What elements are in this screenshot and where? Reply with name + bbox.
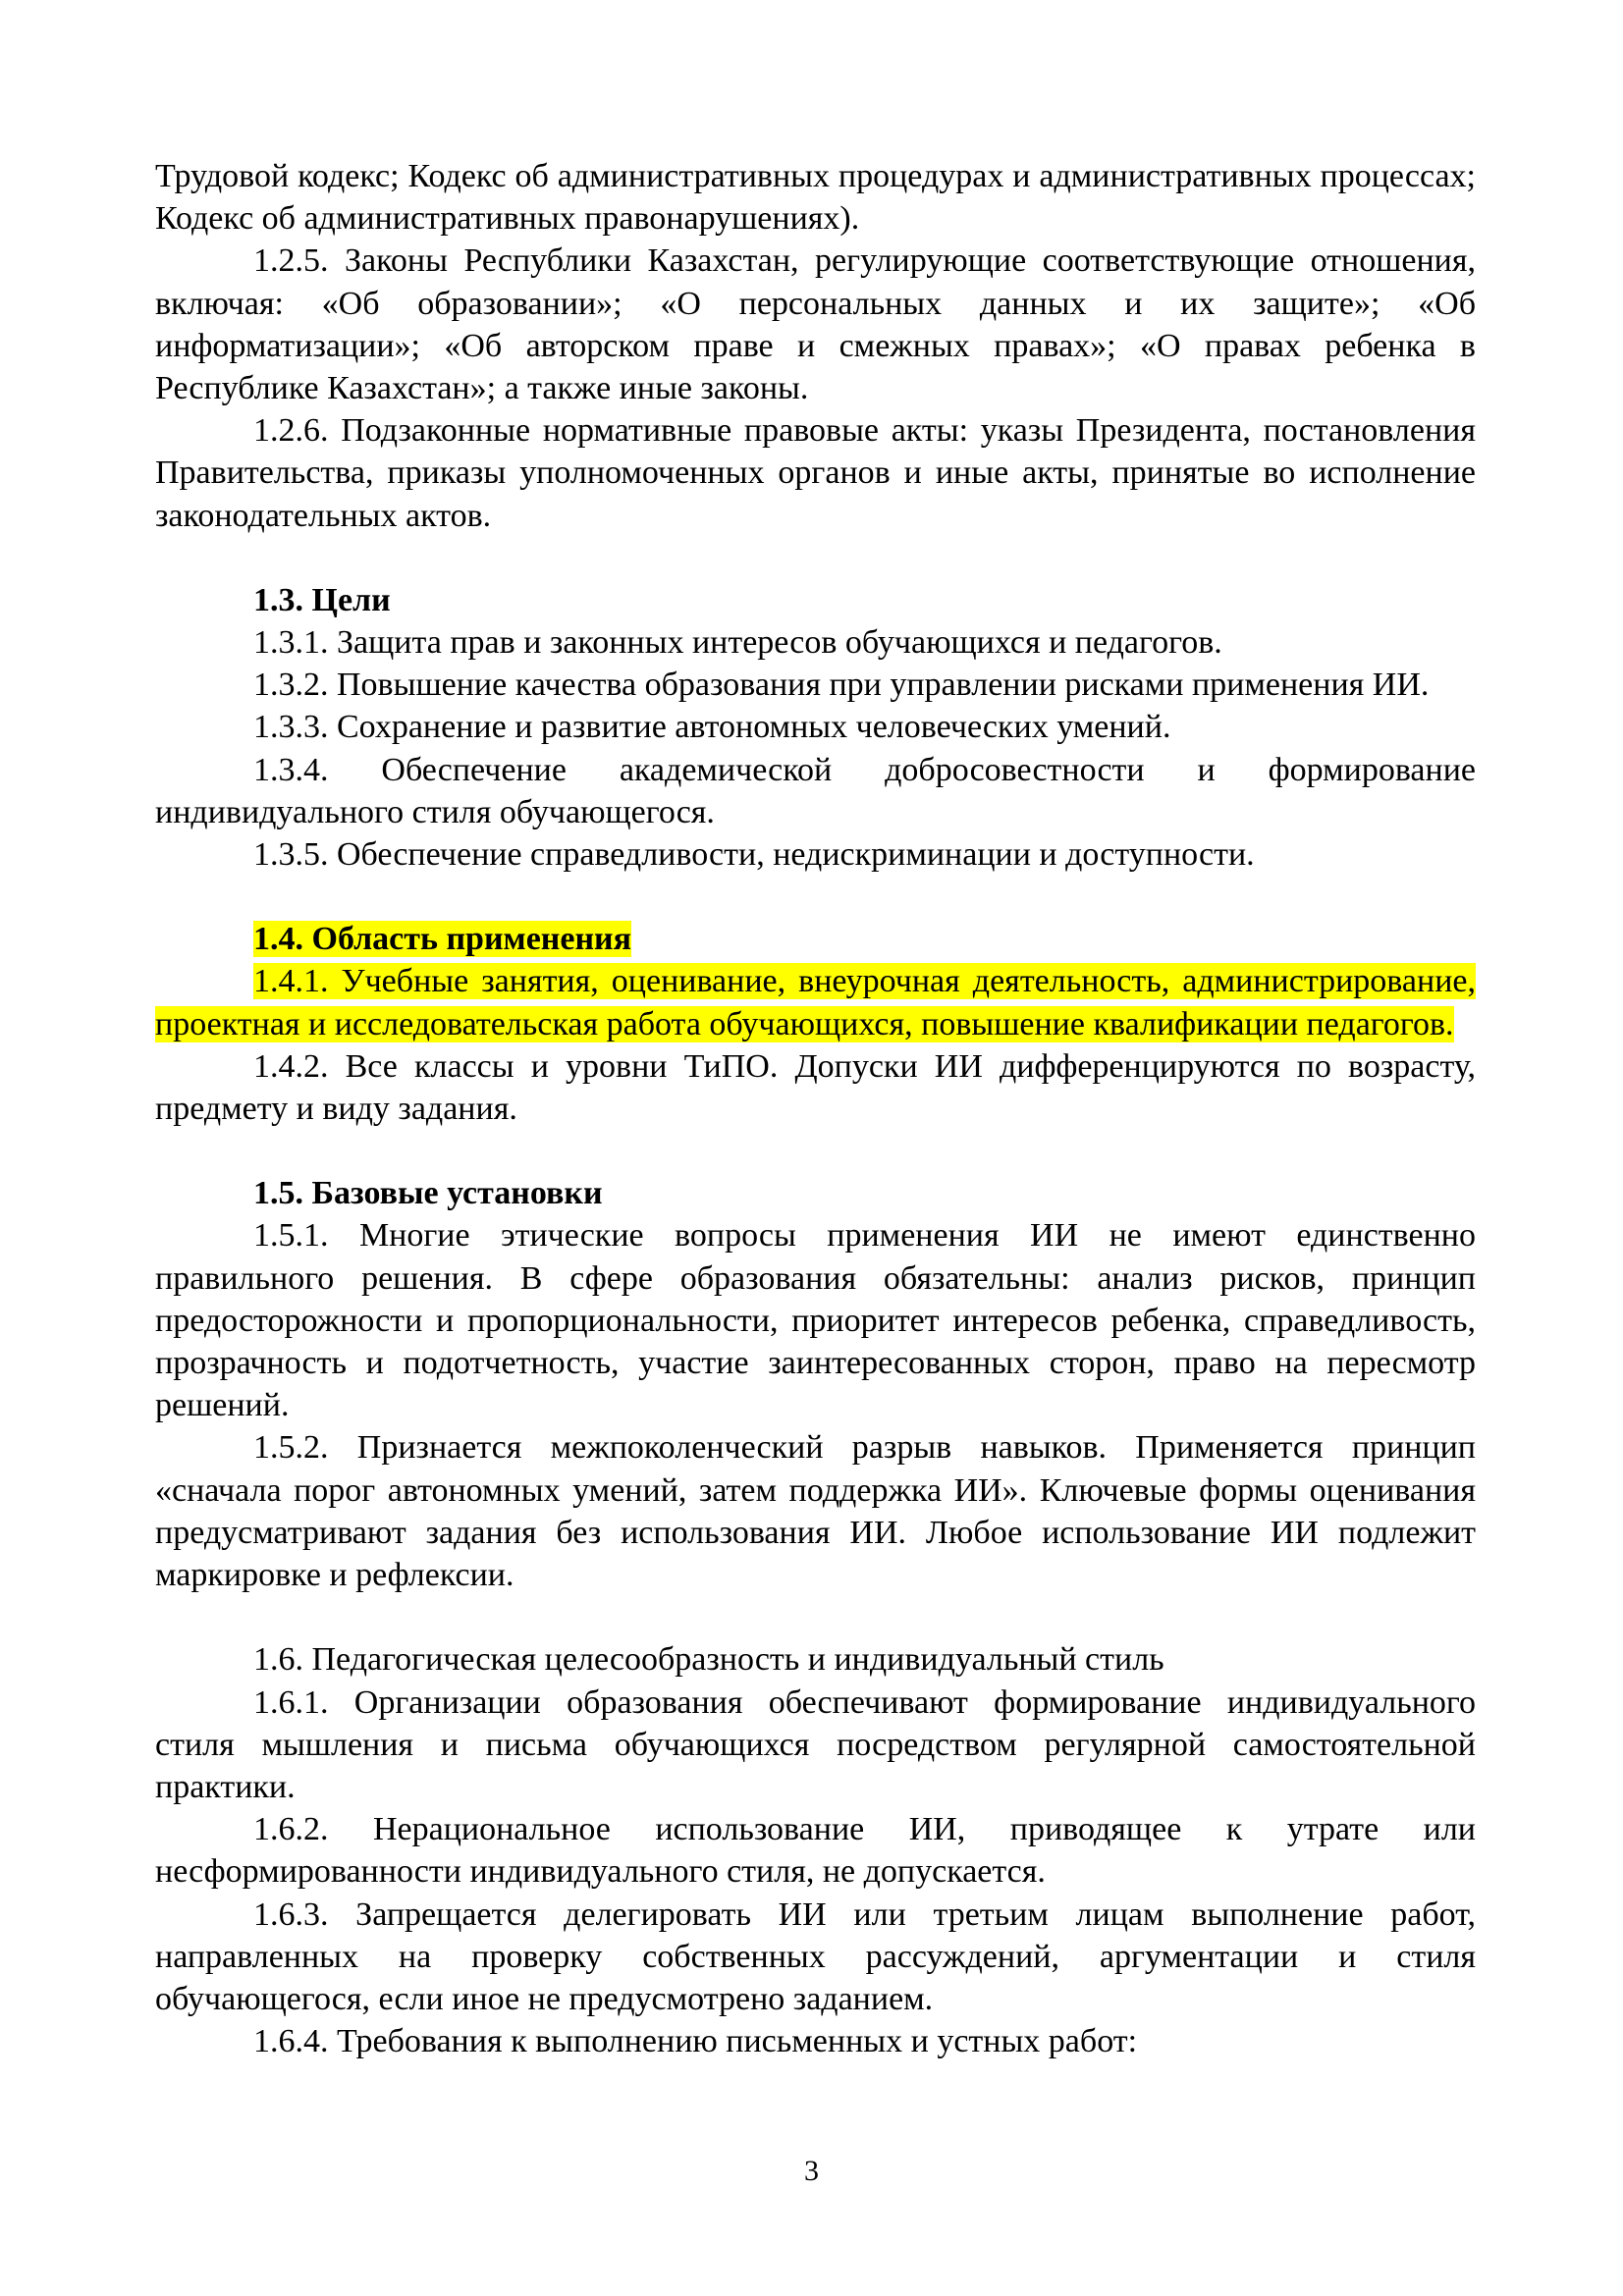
- paragraph-1-3-4: 1.3.4. Обеспечение академической добросовестности и формирование индивидуального стиля обучающегося.: [155, 751, 1476, 830]
- paragraph-1-5-2: 1.5.2. Признается межпоколенческий разрыв навыков. Применяется принцип «сначала порог автономных умений, затем поддержка ИИ». Ключевые формы оценивания предусматривают задания без использования ИИ. Любое использование ИИ подлежит маркировке и рефлексии.: [155, 1429, 1476, 1594]
- spacer: [155, 1130, 1476, 1172]
- paragraph-1-2-6: 1.2.6. Подзаконные нормативные правовые акты: указы Президента, постановления Правительства, приказы уполномоченных органов и иные акты, принятые во исполнение законодательных актов.: [155, 412, 1476, 534]
- paragraph-1-4-1: [155, 960, 1476, 1044]
- section-heading-1-4: [155, 918, 1476, 960]
- highlighted-heading: 1.4. Область применения: [253, 921, 632, 958]
- spacer: [155, 537, 1476, 579]
- document-page: [155, 155, 1476, 2062]
- highlighted-text: 1.4.1. Учебные занятия, оценивание, внеурочная деятельность, администрирование, проектная и исследовательская работа обучающихся, повышение квалификации педагогов.: [155, 963, 1476, 1042]
- paragraph-1-3-3: 1.3.3. Сохранение и развитие автономных человеческих умений.: [253, 709, 1171, 746]
- section-heading-1-6: 1.6. Педагогическая целесообразность и индивидуальный стиль: [253, 1641, 1164, 1679]
- paragraph-1-2-5: 1.2.5. Законы Республики Казахстан, регулирующие соответствующие отношения, включая: «Об образовании»; «О персональных данных и их защите»; «Об информатизации»; «Об авторском праве и смежных правах»; «О правах ребенка в Республике Казахстан»; а также иные законы.: [155, 242, 1476, 407]
- paragraph-1-3-5: 1.3.5. Обеспечение справедливости, недискриминации и доступности.: [253, 836, 1255, 874]
- paragraph-1-6-2: 1.6.2. Нерациональное использование ИИ, приводящее к утрате или несформированности индивидуального стиля, не допускается.: [155, 1811, 1476, 1891]
- paragraph-1-6-1: 1.6.1. Организации образования обеспечивают формирование индивидуального стиля мышления и письма обучающихся посредством регулярной самостоятельной практики.: [155, 1683, 1476, 1805]
- spacer: [155, 876, 1476, 918]
- paragraph-1-4-2: 1.4.2. Все классы и уровни ТиПО. Допуски ИИ дифференцируются по возрасту, предмету и виду задания.: [155, 1047, 1476, 1128]
- spacer: [155, 1596, 1476, 1638]
- paragraph-continuation: Трудовой кодекс; Кодекс об административных процедурах и административных процессах; Кодекс об административных правонарушениях).: [155, 158, 1476, 238]
- section-heading-1-3: 1.3. Цели: [253, 581, 391, 618]
- paragraph-1-3-2: 1.3.2. Повышение качества образования при управлении рисками применения ИИ.: [253, 667, 1430, 704]
- section-heading-1-5: 1.5. Базовые установки: [253, 1175, 603, 1212]
- page-number: 3: [804, 2155, 819, 2187]
- paragraph-1-3-1: 1.3.1. Защита прав и законных интересов обучающихся и педагогов.: [253, 624, 1222, 662]
- paragraph-1-5-1: 1.5.1. Многие этические вопросы применения ИИ не имеют единственно правильного решения. В сфере образования обязательны: анализ рисков, принцип предосторожности и пропорциональности, приоритет интересов ребенка, справедливость, прозрачность и подотчетность, участие заинтересованных сторон, право на пересмотр решений.: [155, 1217, 1476, 1424]
- paragraph-1-6-4: 1.6.4. Требования к выполнению письменных и устных работ:: [253, 2023, 1138, 2060]
- paragraph-1-6-3: 1.6.3. Запрещается делегировать ИИ или третьим лицам выполнение работ, направленных на проверку собственных рассуждений, аргументации и стиля обучающегося, если иное не предусмотрено заданием.: [155, 1896, 1476, 2017]
